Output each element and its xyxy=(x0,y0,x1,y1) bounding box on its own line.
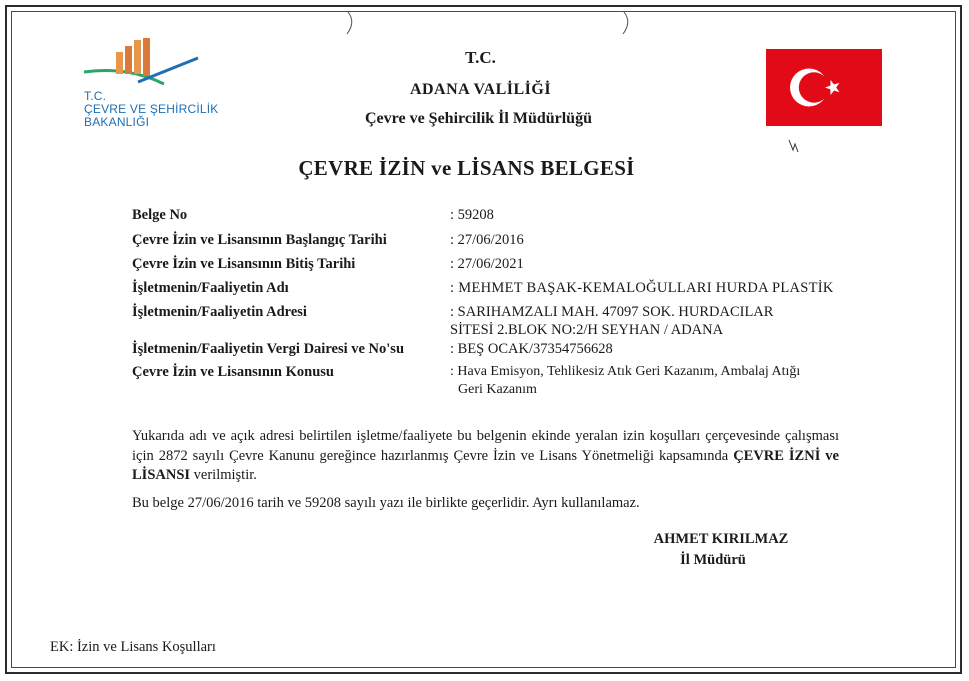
field-label-tax: İşletmenin/Faaliyetin Vergi Dairesi ve No'su xyxy=(132,341,405,357)
document-title: ÇEVRE İZİN ve LİSANS BELGESİ xyxy=(298,156,635,180)
field-value-start-date: : 27/06/2016 xyxy=(450,232,524,248)
body-text-part2: verilmiştir. xyxy=(190,467,257,483)
field-value-tax: : BEŞ OCAK/37354756628 xyxy=(450,341,613,357)
field-value-end-date: : 27/06/2021 xyxy=(450,256,524,272)
field-label-start-date: Çevre İzin ve Lisansının Başlangıç Tarihi xyxy=(132,232,387,248)
field-value-address-line1: : SARIHAMZALI MAH. 47097 SOK. HURDACILAR xyxy=(450,304,774,320)
footer-attachment-note: EK: İzin ve Lisans Koşulları xyxy=(50,639,216,655)
header-mudurluk: Çevre ve Şehircilik İl Müdürlüğü xyxy=(365,110,592,127)
field-label-business-name: İşletmenin/Faaliyetin Adı xyxy=(132,280,289,296)
binding-mark-right xyxy=(620,10,634,36)
field-value-business-name: : MEHMET BAŞAK-KEMALOĞULLARI HURDA PLASTİK xyxy=(450,280,834,296)
body-paragraph-1 xyxy=(132,427,839,486)
binding-mark-left xyxy=(344,10,358,36)
field-label-subject: Çevre İzin ve Lisansının Konusu xyxy=(132,364,334,380)
field-label-end-date: Çevre İzin ve Lisansının Bitiş Tarihi xyxy=(132,256,356,272)
body-text-part1: Yukarıda adı ve açık adresi belirtilen işletme/faaliyete bu belgenin ekinde yeralan izin koşulları çerçevesinde çalışması için 2872 sayılı Çevre Kanunu gereğince hazırlanmış Çevre İzin ve Lisans Yönetmeliği kapsamında xyxy=(132,428,839,464)
field-value-belge-no: : 59208 xyxy=(450,207,494,223)
logo-line-tc: T.C. xyxy=(84,89,107,103)
header-valilik: ADANA VALİLİĞİ xyxy=(409,81,552,98)
field-label-address: İşletmenin/Faaliyetin Adresi xyxy=(132,304,307,320)
field-value-subject-line2: Geri Kazanım xyxy=(458,382,537,397)
signature-name: AHMET KIRILMAZ xyxy=(653,531,789,547)
field-label-belge-no: Belge No xyxy=(132,207,188,223)
header-tc: T.C. xyxy=(465,48,496,67)
logo-line-bakanlik: BAKANLIĞI xyxy=(84,115,150,129)
logo-line-ministry: ÇEVRE VE ŞEHİRCİLİK xyxy=(84,102,219,116)
body-paragraph-2: Bu belge 27/06/2016 tarih ve 59208 sayılı yazı ile birlikte geçerlidir. Ayrı kullanılamaz. xyxy=(132,495,640,511)
field-value-subject-line1: : Hava Emisyon, Tehlikesiz Atık Geri Kazanım, Ambalaj Atığı xyxy=(450,364,801,379)
body-text-bold: ÇEVRE İZNİ ve LİSANSI xyxy=(132,447,839,483)
signature-title: İl Müdürü xyxy=(680,552,746,568)
pen-mark xyxy=(786,136,806,156)
field-value-address-line2: SİTESİ 2.BLOK NO:2/H SEYHAN / ADANA xyxy=(450,322,724,338)
